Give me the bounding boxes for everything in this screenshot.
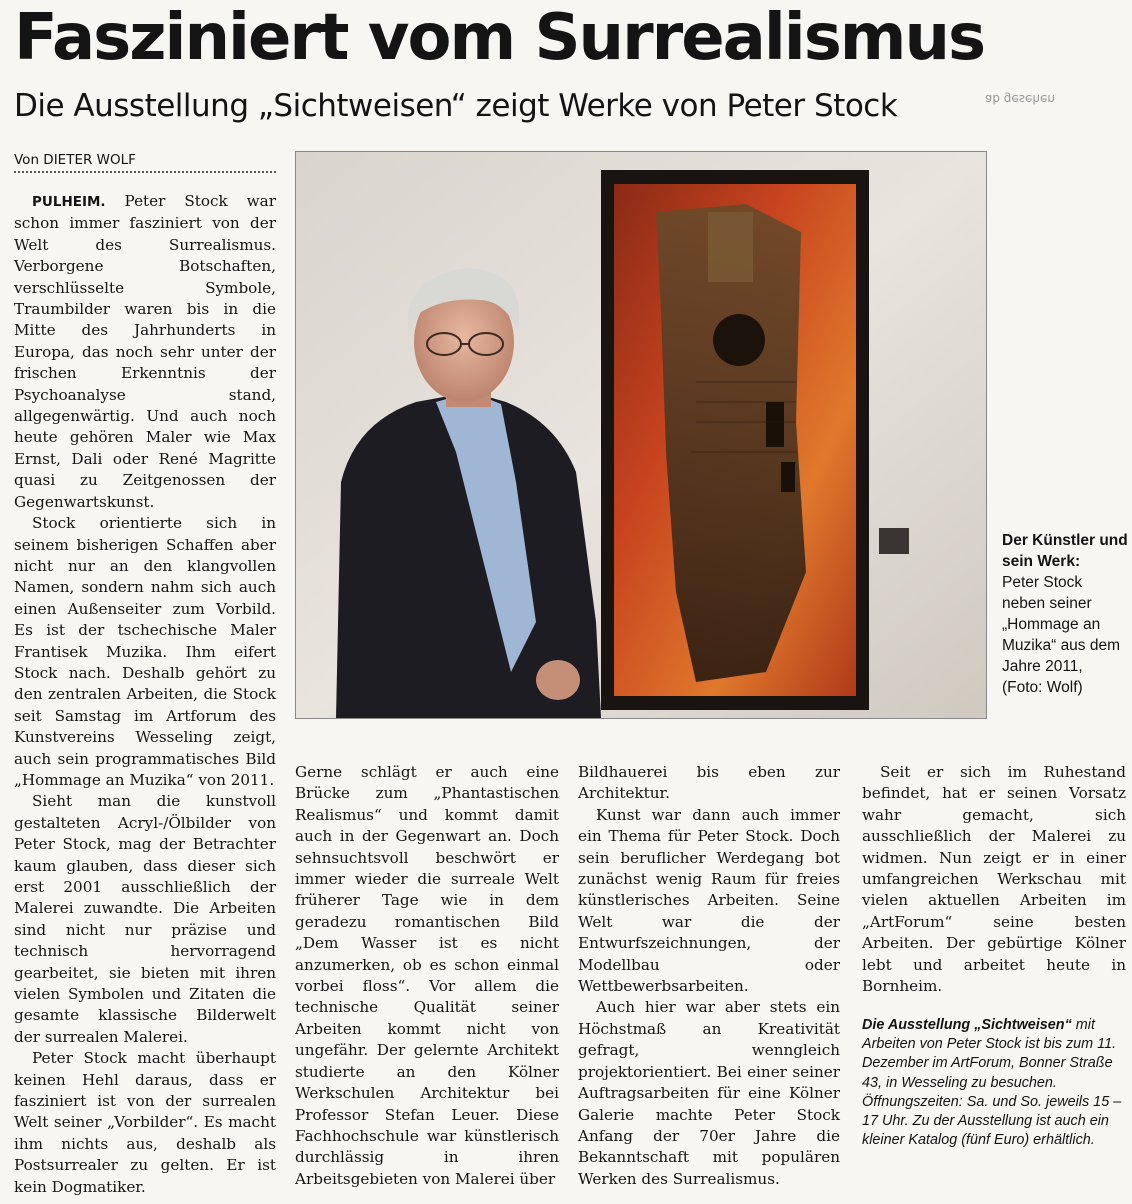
paragraph: Kunst war dann auch immer ein Thema für Peter Stock. Doch sein beruflicher Werdegang bot zunächst wenig Raum für freies künstlerisches Arbeiten. Seine Welt war die der Entwurfszeichnungen, der Modellbau oder Wettbewerbsarbeiten.: [578, 805, 840, 996]
info-lead: Die Ausstellung „Sichtweisen“: [862, 1017, 1072, 1033]
article-column-4: [862, 762, 1126, 997]
paragraph: Gerne schlägt er auch eine Brücke zum „Phantastischen Realismus“ und kommt damit auch in der Gegenwart an. Doch sehnsuchtsvoll beschwört er immer wieder die surreale Welt früherer Tage wie in dem geradezu romantischen Bild „Dem Wasser ist es nicht anzumerken, ob es schon einmal vorbei floss“. Vor allem die technische Qualität seiner Arbeiten kommt nicht von ungefähr. Der gelernte Architekt studierte an den Kölner Werkschulen Architektur bei Professor Stefan Leuer. Diese Fachhochschule war künstlerisch durchlässig in ihren Arbeitsgebieten von Malerei über: [295, 763, 559, 1188]
article-column-1: [14, 191, 276, 1198]
bleed-through-text: ab gesehen: [985, 92, 1056, 106]
subheadline: Die Ausstellung „Sichtweisen“ zeigt Werke von Peter Stock: [14, 88, 898, 124]
paragraph: Peter Stock macht überhaupt keinen Hehl daraus, dass er fasziniert ist von der surrealen Welt seiner „Vorbilder“. Es macht ihm nichts aus, deshalb als Postsurrealer zu gelten. Er ist kein Dogmatiker.: [14, 1049, 276, 1196]
exhibition-info-box: [862, 1016, 1126, 1150]
paragraph: Auch hier war aber stets ein Höchstmaß an Kreativität gefragt, wenngleich projektorientiert. Bei einer seiner Auftragsarbeiten für eine Kölner Galerie machte Peter Stock Anfang der 70er Jahre die Bekanntschaft mit populären Werken des Surrealismus.: [578, 998, 840, 1188]
caption-text: Peter Stock neben seiner „Hommage an Muzika“ aus dem Jahre 2011,: [1002, 574, 1121, 675]
paragraph: Seit er sich im Ruhestand befindet, hat er seinen Vorsatz wahr gemacht, sich ausschließlich der Malerei zu widmen. Nun zeigt er in einer umfangreichen Werkschau mit vielen aktuellen Arbeiten im „ArtForum“ seine besten Arbeiten. Der gebürtige Kölner lebt und arbeitet heute in Bornheim.: [862, 763, 1126, 996]
article-photo: [295, 151, 987, 719]
paragraph: Sieht man die kunstvoll gestalteten Acryl-/Ölbilder von Peter Stock, mag der Betrachter kaum glauben, dass dieser sich erst 2001 ausschließlich der Malerei zuwandte. Die Arbeiten sind nicht nur präzise und technisch hervorragend gearbeitet, sie bieten mit ihren vielen Symbolen und Zitaten die gesamte klassische Bilderwelt der surrealen Malerei.: [14, 792, 276, 1046]
info-text: mit Arbeiten von Peter Stock ist bis zum 11. Dezember im ArtForum, Bonner Straße 43, in Wesseling zu besuchen. Öffnungszeiten: Sa. und So. jeweils 15 – 17 Uhr. Zu der Ausstellung ist auch ein kleiner Katalog (fünf Euro) erhältlich.: [862, 1017, 1122, 1149]
photo-artist-with-painting: [296, 152, 986, 718]
photo-caption: [1002, 530, 1128, 698]
paragraph: [14, 191, 276, 513]
article-column-3: [578, 762, 840, 1190]
dateline: PULHEIM.: [32, 194, 106, 210]
article-column-2: [295, 762, 559, 1190]
headline: Fasziniert vom Surrealismus: [14, 1, 985, 75]
paragraph-text: Peter Stock war schon immer fasziniert von der Welt des Surrealismus. Verborgene Botschaften, verschlüsselte Symbole, Traumbilder waren bis in die Mitte des Jahrhunderts in Europa, das noch sehr unter der frischen Erkenntnis der Psychoanalyse stand, allgegenwärtig. Und auch noch heute gehören Maler wie Max Ernst, Dali oder René Magritte quasi zu Zeitgenossen der Gegenwartskunst.: [14, 192, 276, 511]
caption-title: Der Künstler und sein Werk:: [1002, 532, 1128, 570]
paragraph: Bildhauerei bis eben zur Architektur.: [578, 763, 840, 803]
paragraph: Stock orientierte sich in seinem bisherigen Schaffen aber nicht nur an den klangvollen Namen, sondern nahm sich auch einen Außenseiter zum Vorbild. Es ist der tschechische Maler Frantisek Muzika. Ihm eifert Stock nach. Deshalb gehört zu den zentralen Arbeiten, die Stock seit Samstag im Artforum des Kunstvereins Wesseling zeigt, auch sein programmatisches Bild „Hommage an Muzika“ von 2011.: [14, 514, 276, 789]
photo-credit: (Foto: Wolf): [1002, 679, 1083, 696]
byline: Von DIETER WOLF: [14, 151, 276, 173]
